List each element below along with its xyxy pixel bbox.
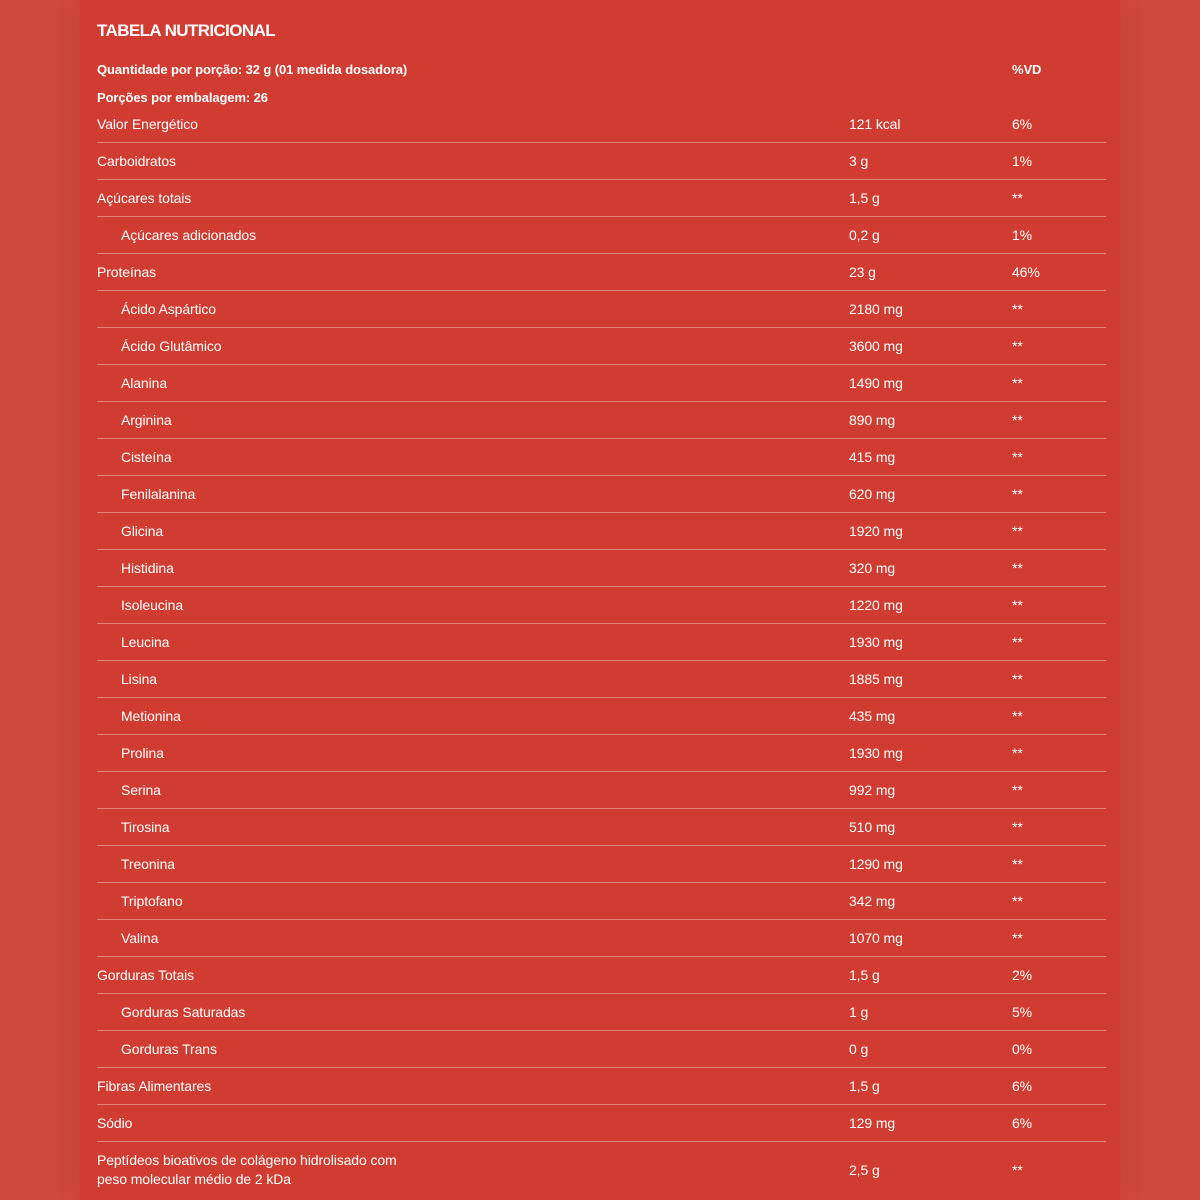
nutrient-name: Proteínas <box>97 263 157 280</box>
table-row <box>97 476 1106 513</box>
nutrient-amount: 2,5 g <box>849 1161 880 1178</box>
nutrient-amount: 1920 mg <box>849 522 903 539</box>
nutrient-name: Açúcares totais <box>97 189 192 206</box>
nutrient-amount: 510 mg <box>849 818 896 835</box>
table-row <box>97 180 1106 217</box>
nutrient-name: Histidina <box>121 559 174 576</box>
daily-value-header: %VD <box>1012 62 1042 77</box>
table-row <box>97 1031 1106 1068</box>
nutrient-daily-value: ** <box>1012 707 1023 724</box>
table-row <box>97 402 1106 439</box>
nutrient-amount: 1 g <box>849 1003 869 1020</box>
nutrient-amount: 620 mg <box>849 485 896 502</box>
nutrient-name: Peptídeos bioativos de colágeno hidrolisado com peso molecular médio de 2 kDa <box>97 1152 397 1187</box>
table-row <box>97 661 1106 698</box>
nutrient-name: Fibras Alimentares <box>97 1077 212 1094</box>
nutrient-daily-value: ** <box>1012 1161 1023 1178</box>
nutrient-daily-value: 6% <box>1012 1114 1033 1131</box>
table-row <box>97 920 1106 957</box>
nutrient-name: Arginina <box>121 411 172 428</box>
nutrient-amount: 1,5 g <box>849 966 880 983</box>
nutrient-name: Cisteína <box>121 448 172 465</box>
nutrient-daily-value: ** <box>1012 522 1023 539</box>
table-row <box>97 143 1106 180</box>
nutrient-amount: 3600 mg <box>849 337 903 354</box>
nutrient-amount: 1220 mg <box>849 596 903 613</box>
table-row <box>97 809 1106 846</box>
nutrient-amount: 1,5 g <box>849 1077 880 1094</box>
nutrient-name: Ácido Aspártico <box>121 300 216 317</box>
table-row <box>97 772 1106 809</box>
nutrient-daily-value: ** <box>1012 448 1023 465</box>
portion-size: Quantidade por porção: 32 g (01 medida dosadora) <box>97 62 408 77</box>
nutrient-daily-value: ** <box>1012 189 1023 206</box>
nutrition-table <box>97 106 1106 1198</box>
table-row <box>97 624 1106 661</box>
nutrient-amount: 415 mg <box>849 448 896 465</box>
nutrient-name: Lisina <box>121 670 157 687</box>
table-row <box>97 513 1106 550</box>
nutrient-amount: 1930 mg <box>849 633 903 650</box>
nutrient-amount: 890 mg <box>849 411 896 428</box>
table-row <box>97 846 1106 883</box>
nutrient-name: Treonina <box>121 855 175 872</box>
table-title: TABELA NUTRICIONAL <box>97 21 276 40</box>
nutrient-name: Tirosina <box>121 818 170 835</box>
table-row <box>97 106 1106 143</box>
nutrient-name: Metionina <box>121 707 181 724</box>
nutrient-daily-value: 5% <box>1012 1003 1033 1020</box>
nutrient-daily-value: ** <box>1012 929 1023 946</box>
table-row <box>97 587 1106 624</box>
table-row <box>97 365 1106 402</box>
nutrient-amount: 3 g <box>849 152 869 169</box>
nutrient-amount: 0 g <box>849 1040 869 1057</box>
nutrient-daily-value: 0% <box>1012 1040 1033 1057</box>
nutrient-daily-value: ** <box>1012 818 1023 835</box>
nutrient-daily-value: 2% <box>1012 966 1033 983</box>
table-row <box>97 698 1106 735</box>
nutrient-name: Prolina <box>121 744 164 761</box>
table-row <box>97 328 1106 365</box>
nutrient-daily-value: ** <box>1012 559 1023 576</box>
nutrient-daily-value: ** <box>1012 337 1023 354</box>
table-row <box>97 883 1106 920</box>
nutrient-name: Açúcares adicionados <box>121 226 256 243</box>
nutrient-name: Fenilalanina <box>121 485 196 502</box>
nutrient-daily-value: ** <box>1012 855 1023 872</box>
nutrient-daily-value: 6% <box>1012 1077 1033 1094</box>
table-row <box>97 994 1106 1031</box>
nutrient-name: Carboidratos <box>97 152 176 169</box>
table-row <box>97 1068 1106 1105</box>
table-row <box>97 291 1106 328</box>
nutrient-amount: 320 mg <box>849 559 896 576</box>
nutrient-amount: 0,2 g <box>849 226 880 243</box>
table-row <box>97 217 1106 254</box>
nutrient-daily-value: 1% <box>1012 152 1033 169</box>
nutrient-name: Gorduras Trans <box>121 1040 217 1057</box>
nutrient-name: Ácido Glutâmico <box>121 337 222 354</box>
table-row <box>97 1142 1106 1198</box>
nutrient-daily-value: 6% <box>1012 115 1033 132</box>
table-row <box>97 735 1106 772</box>
nutrient-amount: 1290 mg <box>849 855 903 872</box>
nutrient-daily-value: ** <box>1012 411 1023 428</box>
nutrient-name: Isoleucina <box>121 596 184 613</box>
nutrient-daily-value: ** <box>1012 485 1023 502</box>
nutrient-amount: 129 mg <box>849 1114 896 1131</box>
nutrient-daily-value: ** <box>1012 670 1023 687</box>
nutrient-amount: 1930 mg <box>849 744 903 761</box>
table-row <box>97 439 1106 476</box>
nutrient-name: Valina <box>121 929 159 946</box>
nutrient-amount: 1885 mg <box>849 670 903 687</box>
nutrient-daily-value: ** <box>1012 596 1023 613</box>
nutrient-daily-value: 1% <box>1012 226 1033 243</box>
nutrient-name: Serina <box>121 781 161 798</box>
table-row <box>97 550 1106 587</box>
nutrient-amount: 121 kcal <box>849 115 901 132</box>
nutrient-name: Alanina <box>121 374 168 391</box>
nutrient-daily-value: ** <box>1012 744 1023 761</box>
nutrient-name: Triptofano <box>121 892 183 909</box>
table-row <box>97 254 1106 291</box>
servings-per-package: Porções por embalagem: 26 <box>97 90 268 105</box>
nutrient-amount: 1070 mg <box>849 929 903 946</box>
nutrient-name: Sódio <box>97 1114 133 1131</box>
nutrient-amount: 23 g <box>849 263 876 280</box>
nutrient-name: Gorduras Totais <box>97 966 195 983</box>
nutrient-name: Leucina <box>121 633 170 650</box>
nutrient-amount: 435 mg <box>849 707 896 724</box>
nutrient-daily-value: ** <box>1012 892 1023 909</box>
table-row <box>97 1105 1106 1142</box>
nutrient-amount: 1490 mg <box>849 374 903 391</box>
nutrient-daily-value: ** <box>1012 633 1023 650</box>
nutrient-amount: 992 mg <box>849 781 896 798</box>
nutrient-amount: 1,5 g <box>849 189 880 206</box>
nutrient-amount: 342 mg <box>849 892 896 909</box>
nutrient-daily-value: ** <box>1012 300 1023 317</box>
nutrient-daily-value: ** <box>1012 781 1023 798</box>
nutrient-name: Valor Energético <box>97 115 198 132</box>
table-row <box>97 957 1106 994</box>
nutrient-name: Glicina <box>121 522 164 539</box>
nutrient-amount: 2180 mg <box>849 300 903 317</box>
nutrient-name: Gorduras Saturadas <box>121 1003 246 1020</box>
nutrient-daily-value: 46% <box>1012 263 1040 280</box>
nutrient-daily-value: ** <box>1012 374 1023 391</box>
